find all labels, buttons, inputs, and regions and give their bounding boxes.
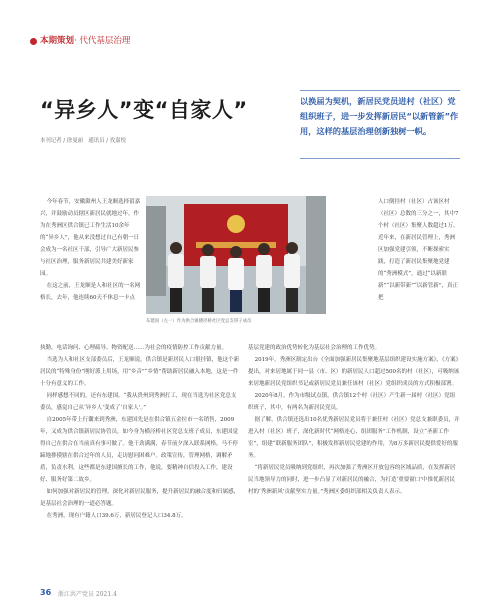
paragraph: 2019年，秀洲区制定出台《全面加强新居民集聚地基层组织建设实施方案》，《方案》提出，对来居地属于同一县（市、区）的新居民人口超过500名的村（社区），可吸纳该来居地新居民党组织书记或新居民党员兼任该村（社区）党组织成员的方式积极部署。	[248, 357, 460, 387]
paragraph: 如何加强对新居民的管理，深化对新居民服务，提升新居民的融合度和归属感，是基层社会治理的一道必答题。	[40, 489, 240, 507]
paragraph: 执勤，电话询问、心理疏导、物资配送……为社会的疫情防控工作贡献力量。	[40, 345, 228, 351]
lead-paragraph: 以换届为契机，新居民党员进村（社区）党组织班子，进一步发挥新居民“以新管新”作用，这样的基层治理创新独树一帜。	[300, 96, 459, 136]
paragraph: 基层党建的政治优势转化为基层社会治理的工作优势。	[248, 345, 381, 351]
article-headline: “异乡人”变“自家人”	[40, 98, 248, 122]
paragraph: 2020年8月，作为市级试点镇，供合镇12个村（社区）产生新一届村（社区）党组织班子，其中，有两名为新居民党员。	[248, 393, 456, 411]
paragraph: 在这之前，王龙顺是人和社区的一名网格长，去年，他连续60天不休息一卡点	[40, 283, 141, 301]
column-left	[40, 196, 142, 304]
lead-top-rule	[300, 90, 460, 91]
publication-name: 浙江共产党员 2021.4	[58, 591, 117, 598]
paragraph: 据了解，供合镇还选出10名优秀新居民党员将于兼任村（社区）党总支兼职委员，并进入村（社区）班子，深化新时代“网格连心、组团服务”工作机制，设立“圣新工作室”，组建“联新服务团队”，积极发挥新居民党建的作用，为8万多新居民提供爱好的服务。	[248, 417, 460, 459]
group-photo	[146, 196, 326, 314]
byline: 本刊记者 / 徐曼丽 通讯员 / 孜嘉悦	[40, 138, 126, 144]
paragraph: 在秀洲，现有户籍人口39.6万，新居民登记人口34.8万，	[46, 513, 187, 519]
paragraph: 同样感想不同的，还有东建国。“我从贵州到秀洲打工，现在当选为社区党总支委员，感觉自己从‘异乡人’变成了‘自家人’。”	[40, 393, 237, 411]
paragraph: 今年春节，安徽滁州人王龙顺选择留嘉兴，并鼓励动员辖区新居民就地过年。作为在秀洲区供合镇已工作生活10余年的“异乡人”，他从来没想过自己有朝一日会成为一名社区干部，引导广大新居民参与社区治理，服务新居民共建美好新家园。	[40, 199, 141, 277]
page-number: 36	[40, 588, 52, 597]
section-label: 本期策划· 代代基层治理	[40, 36, 131, 46]
paragraph: 人口倒挂村（社区）占该区村（社区）总数的三分之一，其中7个村（社区）集聚人数超过1万。近年来，在新居民管理上，秀洲区加强党建引领，不断探索实践，打造了新居民集聚地党建的“秀洲模式”，通过“以新联新”“以新带新”“以新管新”，真正把	[378, 199, 459, 301]
column-right	[248, 342, 460, 498]
lead-bottom-rule	[300, 158, 460, 159]
section-bullet-icon	[30, 38, 37, 45]
paragraph: 自2005年带上行囊来到秀洲，东建国先是在供合镇五金拉市一名销售，2009年，又成为供合镇新居民协管员。如今身为横泾桥社区党总支班子成员，东建国觉得自己在供合在当前真有事可做了。他干劲满满，春节前夕深入联系网格，马不停蹄地排摸辖在供合过年的人员，走访慰问困难户。政策宣传，管理网格，调解矛盾，负责水利，这些都是东建国擅长的工作，他说，要精神自信投入工作，建设好、服务好第二故乡。	[40, 417, 239, 483]
column-right-top	[378, 196, 460, 304]
photo-illustration	[146, 196, 326, 314]
section-sub: · 代代基层治理	[74, 36, 131, 46]
photo-caption: 东建国（左一）作为供合镇横泾桥社区党总支班子成员	[146, 319, 252, 324]
column-middle	[40, 342, 240, 522]
paragraph: 当选为人和社区支部委员后，王龙顺说，供合镇是新居民人口很挂镇，他这个新居民的“特殊身份”刚好派上用场，用“乡音”“乡情”帮助新居民融入本地，这是一件十分有意义的工作。	[40, 357, 240, 387]
paragraph: “将新居民党员吸纳到党组织，再次加强了秀洲区开放包容的区域品质，在发挥新居民当地领导力的同时，进一步凸显了对新居民的融合，为打造‘重要窗口’中推优新居民村的‘秀洲新风’贡献坚实力量。”秀洲区委组织部相关负责人表示。	[248, 465, 456, 495]
